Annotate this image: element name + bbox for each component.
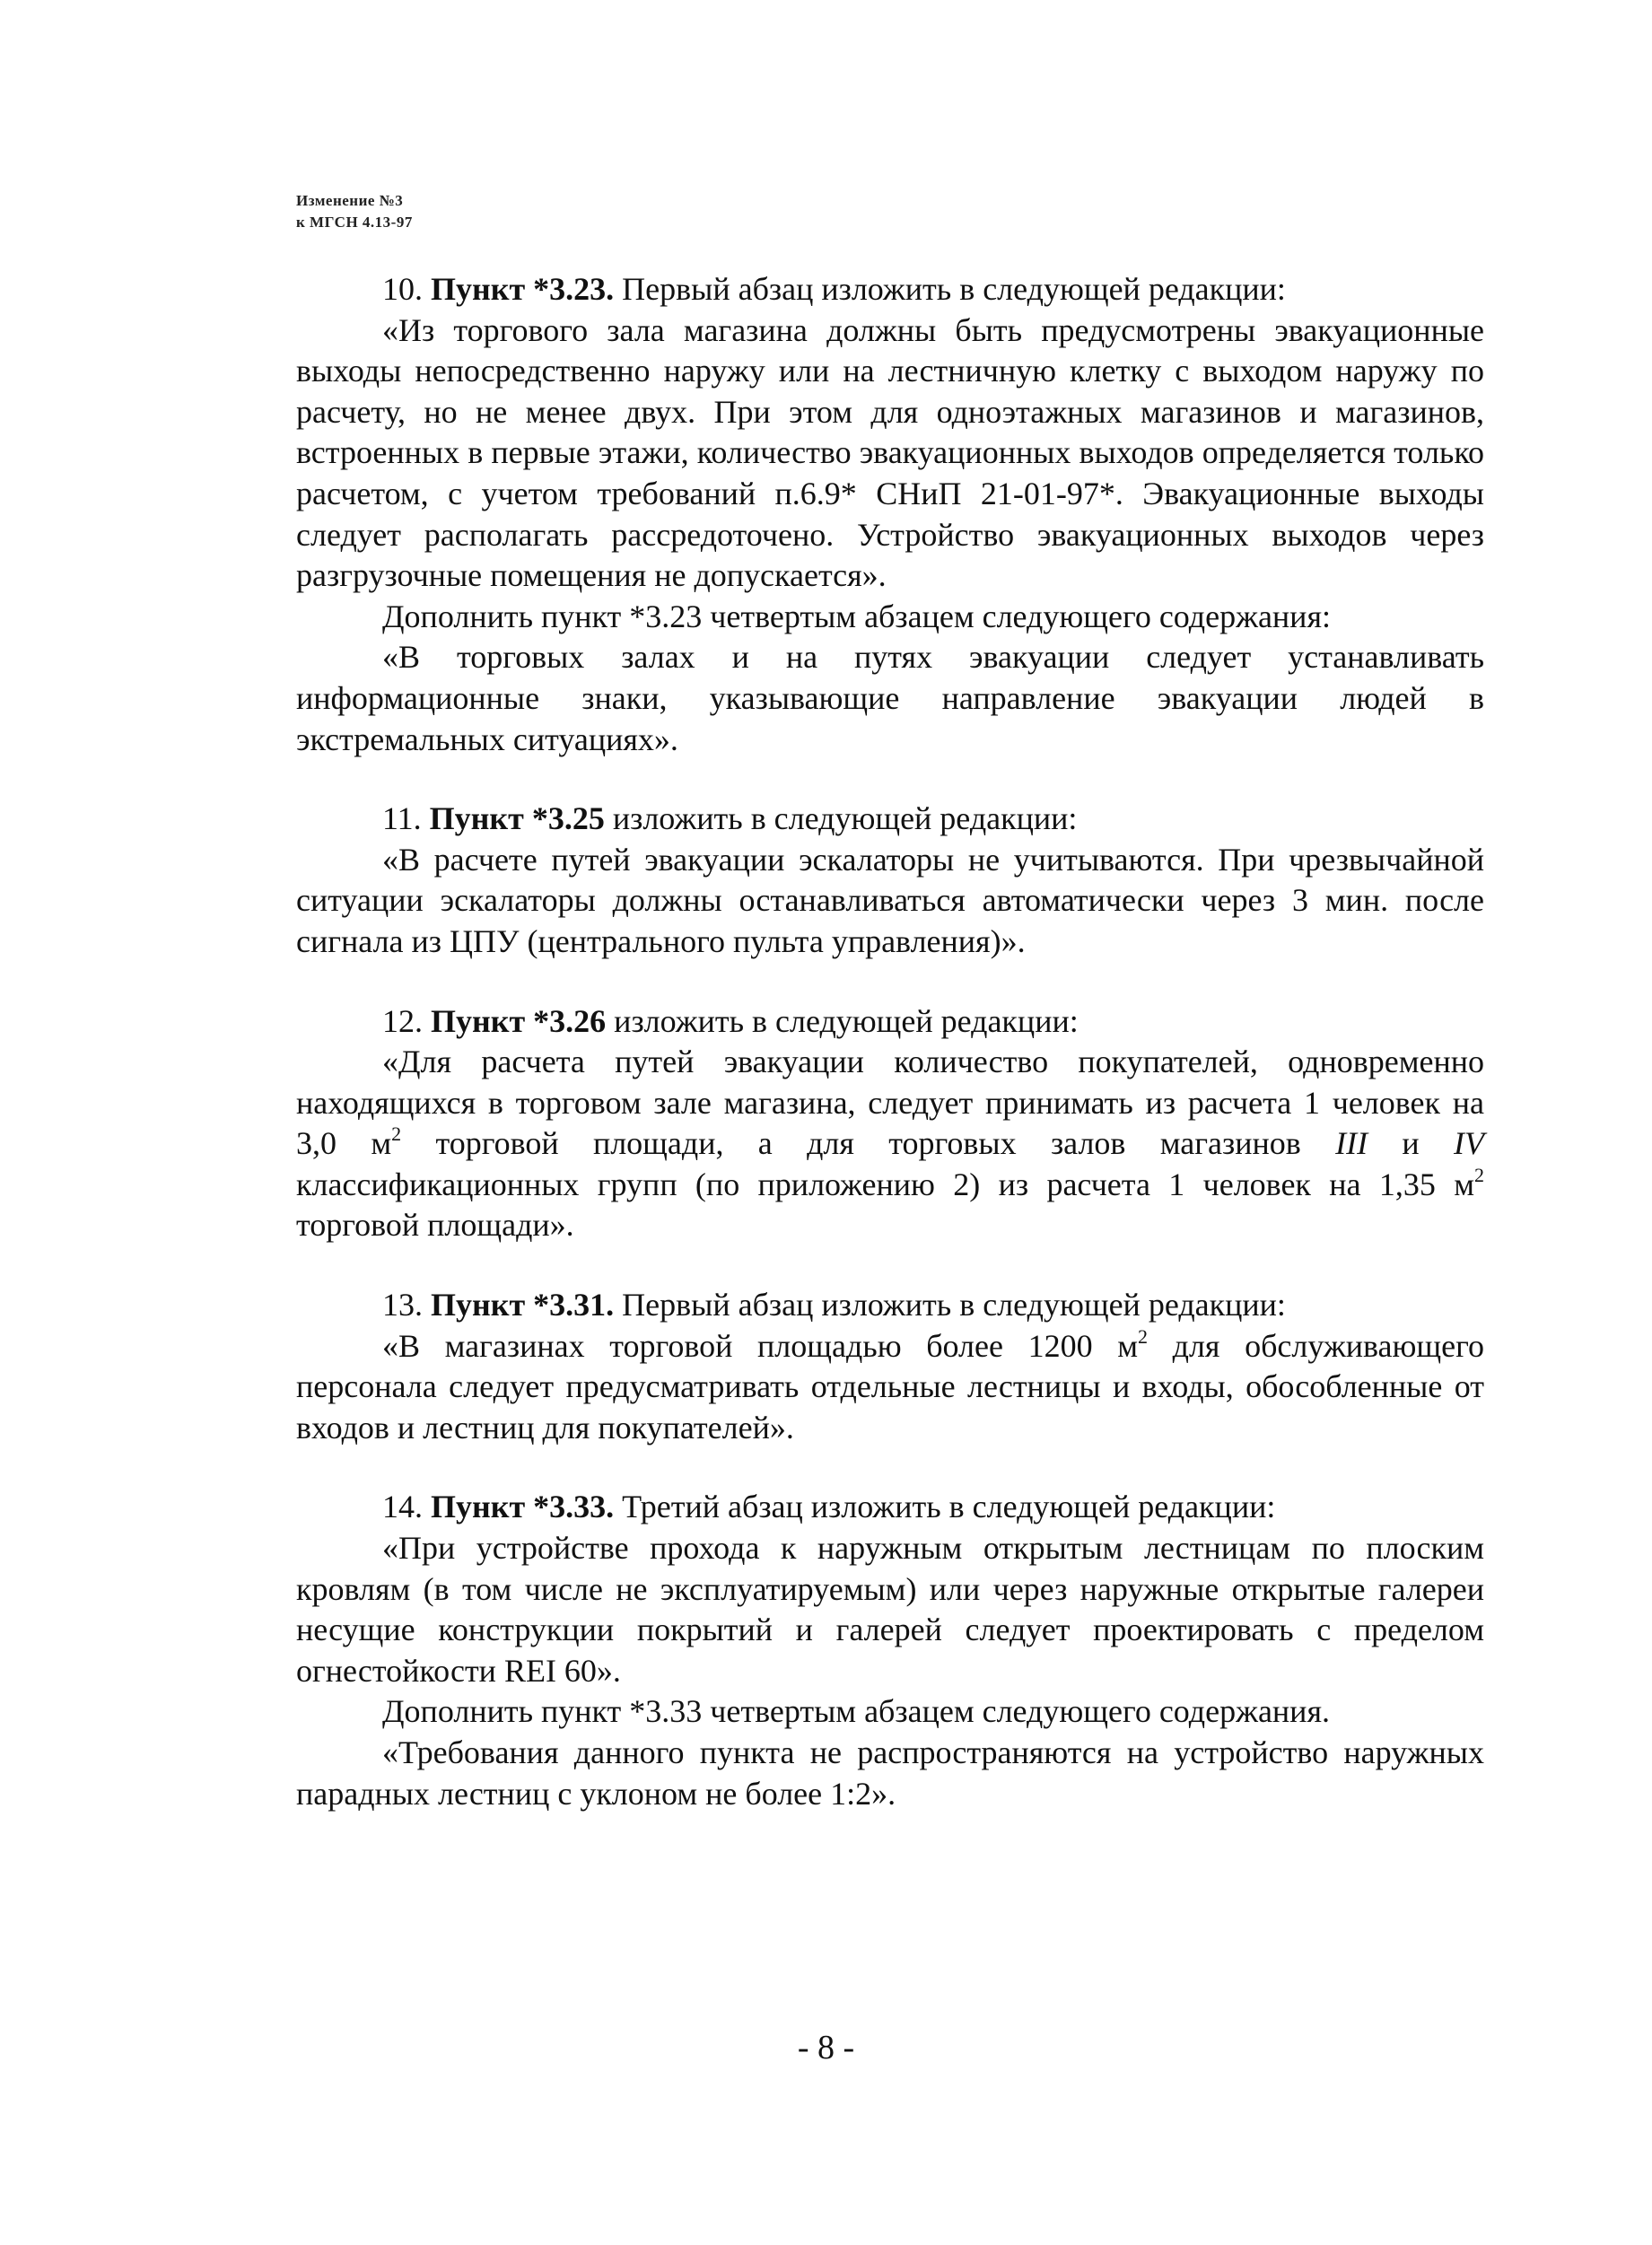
section-clause: Пункт *3.33. <box>431 1489 615 1525</box>
section-14 <box>296 1487 1484 1814</box>
text-run: для обслуживающего персонала следует предусматривать отдельные лестницы и входы, обособленные от входов и лестниц для покупателей». <box>296 1327 1484 1446</box>
section-paragraph: «При устройстве прохода к наружным открытым лестницам по плоским кровлям (в том числе не эксплуатируемым) или через наружные открытые галереи несущие конструкции покрытий и галерей следует проектировать с пределом огнестойкости REI 60». <box>296 1530 1484 1689</box>
header-line-1: Изменение №3 <box>296 192 404 209</box>
section-number: 14. <box>382 1489 431 1525</box>
section-paragraph: Дополнить пункт *3.33 четвертым абзацем следующего содержания. <box>382 1693 1331 1730</box>
group-numeral: IV <box>1454 1125 1485 1162</box>
section-13 <box>296 1285 1484 1448</box>
text-run: торговой площади, а для торговых залов магазинов <box>401 1125 1336 1162</box>
section-paragraph <box>296 1042 1484 1246</box>
section-number: 10. <box>382 271 431 307</box>
section-title <box>296 269 1484 310</box>
superscript: 2 <box>1474 1163 1484 1186</box>
header-line-2: к МГСН 4.13-97 <box>296 214 413 231</box>
section-paragraph: «В расчете путей эвакуации эскалаторы не учитываются. При чрезвычайной ситуации эскалаторы должны останавливаться автоматически через 3 мин. после сигнала из ЦПУ (центрального пульта управления)». <box>296 841 1484 959</box>
section-instruction: Первый абзац изложить в следующей редакции: <box>614 1287 1286 1323</box>
section-title <box>296 1285 1484 1326</box>
group-numeral: III <box>1335 1125 1368 1162</box>
section-10 <box>296 269 1484 760</box>
section-paragraph: «Требования данного пункта не распространяются на устройство наружных парадных лестниц с уклоном не более 1:2». <box>296 1734 1484 1812</box>
section-instruction: изложить в следующей редакции: <box>606 1002 1079 1039</box>
text-run: и <box>1368 1125 1455 1162</box>
section-paragraph <box>296 1326 1484 1449</box>
section-instruction: Третий абзац изложить в следующей редакции: <box>614 1489 1276 1525</box>
section-clause: Пункт *3.31. <box>431 1287 615 1323</box>
section-instruction: Первый абзац изложить в следующей редакции: <box>614 271 1286 307</box>
section-clause: Пункт *3.25 <box>429 800 605 837</box>
section-title <box>296 1487 1484 1528</box>
document-header <box>296 190 413 233</box>
section-clause: Пункт *3.23. <box>431 271 615 307</box>
section-instruction: изложить в следующей редакции: <box>604 800 1078 837</box>
section-paragraph: Дополнить пункт *3.23 четвертым абзацем следующего содержания: <box>382 598 1332 634</box>
section-paragraph: «Из торгового зала магазина должны быть предусмотрены эвакуационные выходы непосредственно наружу или на лестничную клетку с выходом наружу по расчету, но не менее двух. При этом для одноэтажных магазинов и магазинов, встроенных в первые этажи, количество эвакуационных выходов определяется только расчетом, с учетом требований п.6.9* СНиП 21-01-97*. Эвакуационные выходы следует располагать рассредоточено. Устройство эвакуационных выходов через разгрузочные помещения не допускается». <box>296 311 1484 594</box>
section-clause: Пункт *3.26 <box>431 1002 607 1039</box>
text-run: «В магазинах торговой площадью более 1200 м <box>382 1327 1139 1364</box>
section-11 <box>296 799 1484 962</box>
text-run: классификационных групп (по приложению 2) из расчета 1 человек на 1,35 м <box>296 1166 1474 1202</box>
section-paragraph: «В торговых залах и на путях эвакуации следует устанавливать информационные знаки, указывающие направление эвакуации людей в экстремальных ситуациях». <box>296 639 1484 757</box>
section-number: 12. <box>382 1002 431 1039</box>
superscript: 2 <box>391 1122 402 1146</box>
section-number: 11. <box>382 800 430 837</box>
document-body <box>296 269 1484 1814</box>
page-number: - 8 - <box>797 2029 855 2066</box>
section-title <box>296 799 1484 840</box>
section-title <box>296 1001 1484 1043</box>
text-run: «Для расчета путей эвакуации количество покупателей, одновременно находящихся в торговом зале магазина, следует принимать из расчета 1 человек на 3,0 м <box>296 1044 1484 1162</box>
section-number: 13. <box>382 1287 431 1323</box>
text-run: торговой площади». <box>296 1207 574 1244</box>
superscript: 2 <box>1138 1324 1149 1348</box>
section-12 <box>296 1001 1484 1247</box>
